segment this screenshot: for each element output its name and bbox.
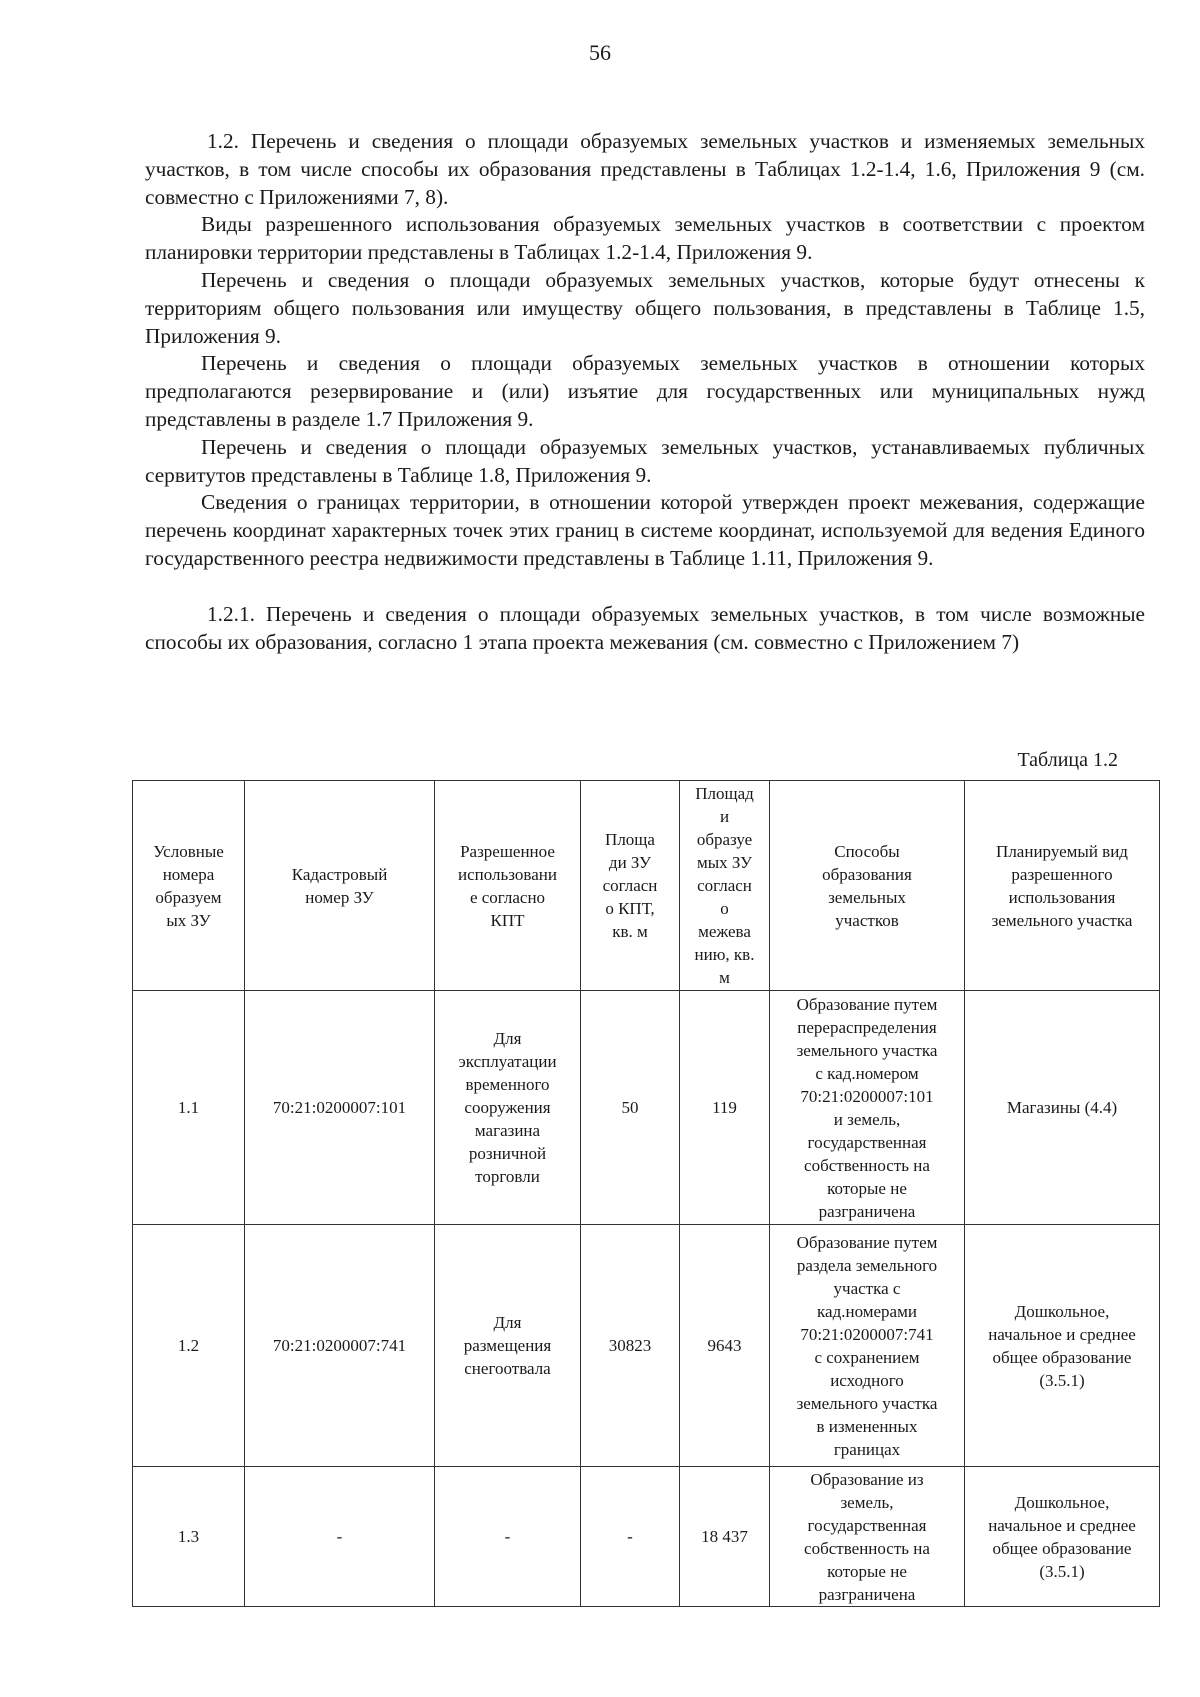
cell-planned-use: Дошкольное, начальное и среднее общее образование (3.5.1)	[965, 1467, 1160, 1607]
table-caption: Таблица 1.2	[1017, 749, 1118, 771]
paragraph: Сведения о границах территории, в отношении которой утвержден проект межевания, содержащие перечень координат характерных точек этих границ в системе координат, используемой для ведения Единого государственного реестра недвижимости представлены в Таблице 1.11, Приложения 9.	[145, 490, 1145, 570]
header-num: Условные номера образуем ых ЗУ	[133, 781, 245, 991]
cell-num: 1.2	[133, 1225, 245, 1467]
cell-permitted-use: Для эксплуатации временного сооружения магазина розничной торговли	[435, 991, 581, 1225]
cell-planned-use: Магазины (4.4)	[965, 991, 1160, 1225]
paragraph: Перечень и сведения о площади образуемых земельных участков в отношении которых предполагаются резервирование и (или) изъятие для государственных или муниципальных нужд представлены в разделе 1.7 Приложения 9.	[145, 351, 1145, 431]
subsection-heading: 1.2.1. Перечень и сведения о площади образуемых земельных участков, в том числе возможные способы их образования, согласно 1 этапа проекта межевания (см. совместно с Приложением 7)	[145, 601, 1145, 654]
header-method: Способы образования земельных участков	[770, 781, 965, 991]
cell-method: Образование путем раздела земельного участка с кад.номерами 70:21:0200007:741 с сохранением исходного земельного участка в измененных границах	[770, 1225, 965, 1467]
cell-area-kpt: 50	[581, 991, 680, 1225]
header-area-kpt: Площа ди ЗУ согласн о КПТ, кв. м	[581, 781, 680, 991]
table-row	[133, 1467, 1160, 1607]
cell-permitted-use: Для размещения снегоотвала	[435, 1225, 581, 1467]
cell-cadastral: 70:21:0200007:101	[245, 991, 435, 1225]
cell-area-survey: 18 437	[680, 1467, 770, 1607]
cell-planned-use: Дошкольное, начальное и среднее общее образование (3.5.1)	[965, 1225, 1160, 1467]
table-header-row	[133, 781, 1160, 991]
cell-permitted-use: -	[435, 1467, 581, 1607]
paragraph: Перечень и сведения о площади образуемых земельных участков, которые будут отнесены к территориям общего пользования или имуществу общего пользования, в представлены в Таблице 1.5, Приложения 9.	[145, 267, 1145, 348]
cell-area-kpt: 30823	[581, 1225, 680, 1467]
body-text	[145, 128, 1145, 656]
land-plots-table	[132, 780, 1160, 1607]
cell-area-survey: 119	[680, 991, 770, 1225]
paragraph: Виды разрешенного использования образуемых земельных участков в соответствии с проектом планировки территории представлены в Таблицах 1.2-1.4, Приложения 9.	[145, 212, 1145, 265]
header-planned-use: Планируемый вид разрешенного использования земельного участка	[965, 781, 1160, 991]
cell-num: 1.3	[133, 1467, 245, 1607]
header-cadastral: Кадастровый номер ЗУ	[245, 781, 435, 991]
header-area-survey: Площад и образуе мых ЗУ согласн о межева нию, кв. м	[680, 781, 770, 991]
table-row	[133, 1225, 1160, 1467]
table-row	[133, 991, 1160, 1225]
cell-method: Образование из земель, государственная собственность на которые не разграничена	[770, 1467, 965, 1607]
cell-num: 1.1	[133, 991, 245, 1225]
header-permitted-use: Разрешенное использовани е согласно КПТ	[435, 781, 581, 991]
cell-method: Образование путем перераспределения земельного участка с кад.номером 70:21:0200007:101 и земель, государственная собственность на которые не разграничена	[770, 991, 965, 1225]
paragraph: 1.2. Перечень и сведения о площади образуемых земельных участков и изменяемых земельных участков, в том числе способы их образования представлены в Таблицах 1.2-1.4, 1.6, Приложения 9 (см. совместно с Приложениями 7, 8).	[145, 129, 1145, 209]
cell-area-survey: 9643	[680, 1225, 770, 1467]
cell-area-kpt: -	[581, 1467, 680, 1607]
cell-cadastral: 70:21:0200007:741	[245, 1225, 435, 1467]
paragraph: Перечень и сведения о площади образуемых земельных участков, устанавливаемых публичных сервитутов представлены в Таблице 1.8, Приложения 9.	[145, 434, 1145, 487]
cell-cadastral: -	[245, 1467, 435, 1607]
page-number: 56	[589, 40, 611, 65]
